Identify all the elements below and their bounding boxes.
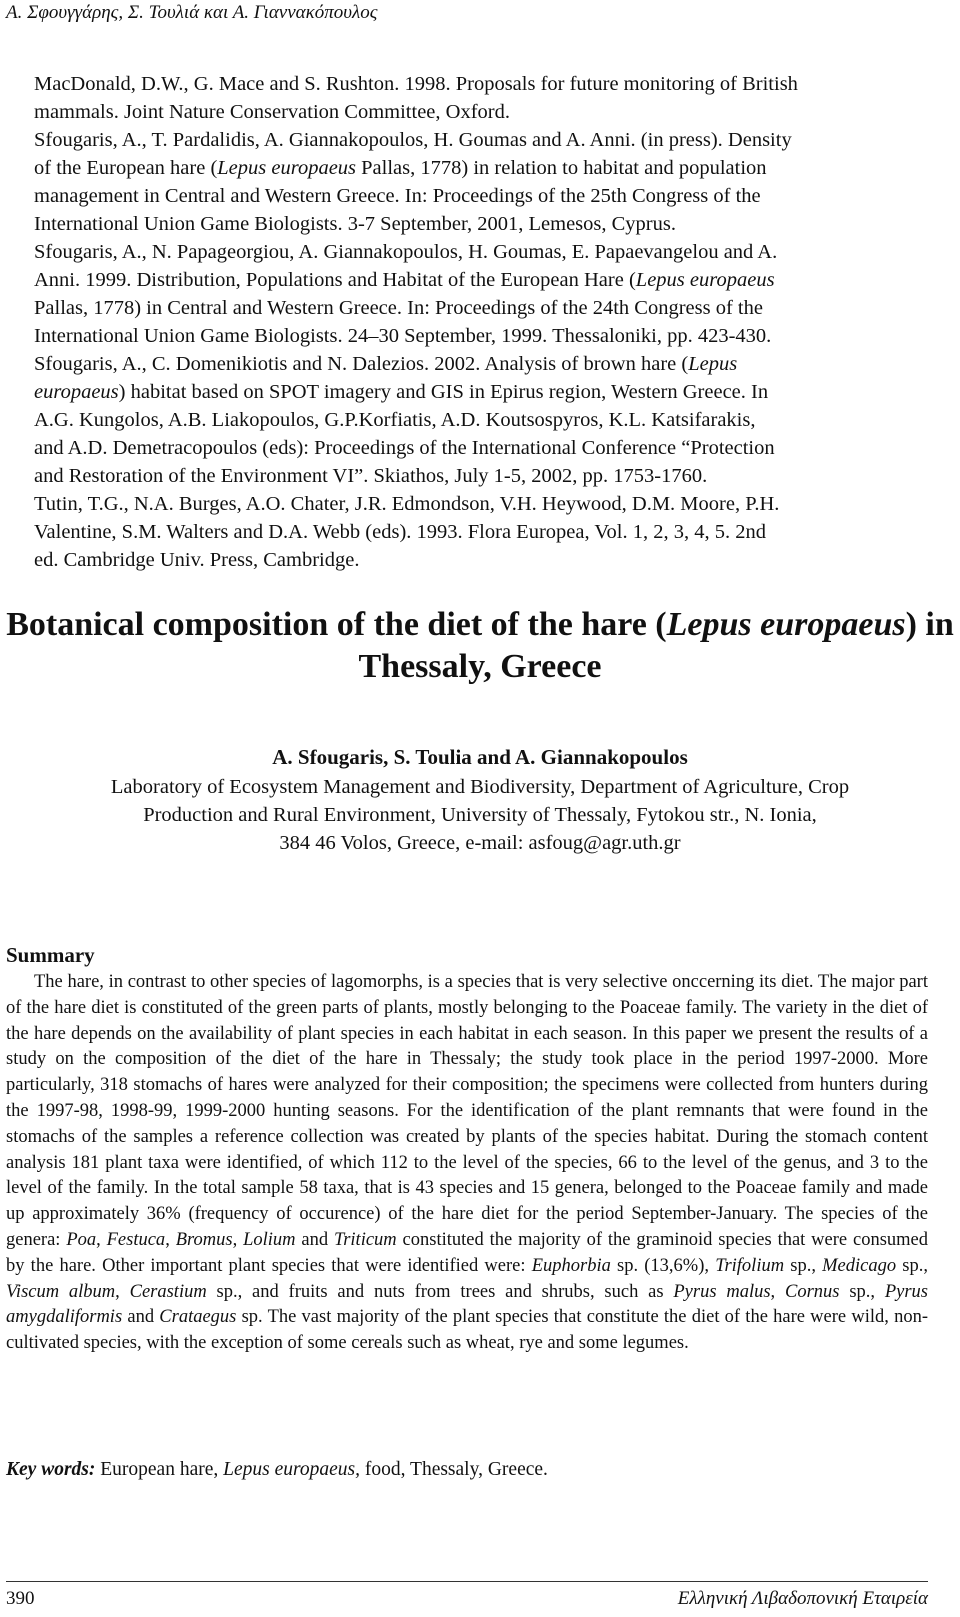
keywords-label: Key words: [6,1459,96,1480]
reference-item [34,350,934,490]
reference-text: of the European hare ( [34,157,218,179]
summary-text: and [295,1229,334,1250]
reference-item [34,490,934,574]
affiliation-line: 384 46 Volos, Greece, e-mail: asfoug@agr.uth.gr [279,832,681,854]
reference-line: Valentine, S.M. Walters and D.A. Webb (eds). 1993. Flora Europea, Vol. 1, 2, 3, 4, 5. 2nd [34,521,766,543]
reference-line: Pallas, 1778) in Central and Western Greece. In: Proceedings of the 24th Congress of the [34,297,763,319]
page-number: 390 [6,1588,35,1609]
reference-item [34,238,934,350]
taxon: Festuca [106,1229,166,1250]
taxon: Pyrus malus [673,1281,771,1302]
affiliation-line: Laboratory of Ecosystem Management and Biodiversity, Department of Agriculture, Crop [110,776,850,798]
summary-text: sp., and fruits and nuts from trees and shrubs, such as [206,1281,674,1302]
summary-text: constituted the majority of the graminoid species that were consumed by the hare. Other important plant species that were identified were: [6,1229,929,1276]
authors: A. Sfougaris, S. Toulia and A. Giannakopoulos [272,745,688,769]
reference-line: and Restoration of the Environment VI”. Skiathos, July 1-5, 2002, pp. 1753-1760. [34,465,708,487]
summary-text: sp., [896,1255,929,1276]
summary-text: sp., [839,1281,885,1302]
reference-line: A.G. Kungolos, A.B. Liakopoulos, G.P.Korfiatis, A.D. Koutsospyros, K.L. Katsifarakis, [34,409,756,431]
taxon: Viscum album [6,1281,116,1302]
reference-line: management in Central and Western Greece. In: Proceedings of the 25th Congress of the [34,185,761,207]
species-name: Lepus europaeus [217,157,357,179]
references-list [34,70,934,574]
paper-title [0,604,960,688]
species-name: europaeus [34,381,119,403]
reference-line: Tutin, T.G., N.A. Burges, A.O. Chater, J.R. Edmondson, V.H. Heywood, D.M. Moore, P.H. [34,493,780,515]
reference-item [34,126,934,238]
summary-text: sp. (13,6%), [610,1255,716,1276]
reference-line [34,266,934,294]
summary-heading: Summary [6,943,95,967]
reference-line: Sfougaris, A., T. Pardalidis, A. Giannakopoulos, H. Goumas and A. Anni. (in press). Density [34,129,792,151]
reference-text: Sfougaris, A., C. Domenikiotis and N. Dalezios. 2002. Analysis of brown hare ( [34,353,689,375]
summary-text: The hare, in contrast to other species of lagomorphs, is a species that is very selective onccerning its diet. The major part of the hare diet is constituted of the green parts of plants, mostly belonging to the Poaceae family. The variety in the diet of the hare depends on the availability of plant species in each habitat in each season. In this paper we present the results of a study on the composition of the diet of the hare in Thessaly; the study took place in the period 1997-2000. More particularly, 318 stomachs of hares were analyzed for their composition; the specimens were collected from hunters during the 1997-98, 1998-99, 1999-2000 hunting seasons. For the identification of the plant remnants that were found in the stomachs of the samples a reference collection was created by plants of the species habitat. During the stomach content analysis 181 plant taxa were identified, of which 112 to the level of the species, 66 to the level of the genus, and 3 to the level of the family. In the total sample 58 taxa, that is 43 species and 15 genera, belonged to the Poaceae family and made up approximately 36% (frequency of occurence) of the hare diet for the period September-January. The species of the genera: [6,972,928,1250]
title-species: Lepus europaeus [666,606,906,643]
taxon: Medicago [822,1255,897,1276]
keywords [6,1459,926,1481]
taxon: Lolium [243,1229,296,1250]
summary-text: and [122,1307,160,1328]
summary-text: sp. The vast majority of the plant species that constitute the diet of the hare were wild, non-cultivated species, with the exception of some cereals such as wheat, rye and some legumes. [6,1307,928,1354]
reference-line: International Union Game Biologists. 3-7 September, 2001, Lemesos, Cyprus. [34,213,676,235]
publisher-name: Ελληνική Λιβαδοπονική Εταιρεία [677,1588,928,1609]
taxon: Cerastium [129,1281,207,1302]
taxon: Crataegus [159,1307,237,1328]
reference-line [34,350,934,378]
reference-line: International Union Game Biologists. 24–30 September, 1999. Thessaloniki, pp. 423-430. [34,325,772,347]
summary-paragraph: The hare, in contrast to other species of lagomorphs, is a species that is very selective onccerning its diet. The major part of the hare diet is constituted of the green parts of plants, mostly belonging to the Poaceae family. The variety in the diet of the hare depends on the availability of plant species in each habitat in each season. In this paper we present the results of a study on the composition of the diet of the hare in Thessaly; the study took place in the period 1997-2000. More particularly, 318 stomachs of hares were analyzed for their composition; the specimens were collected from hunters during the 1997-98, 1998-99, 1999-2000 hunting seasons. For the identification of the plant remnants that were found in the stomachs of the samples a reference collection was created by plants of the species habitat. During the stomach content analysis 181 plant taxa were identified, of which 112 to the level of the species, 66 to the level of the genus, and 3 to the level of the family. In the total sample 58 taxa, that is 43 species and 15 genera, belonged to the Poaceae family and made up approximately 36% (frequency of occurence) of the hare diet for the period September-January. The species of the genera: Poa, Festuca, Bromus, Lolium and Triticum constituted the majority of the graminoid species that were consumed by the hare. Other important plant species that were identified were: Euphorbia sp. (13,6%), Trifolium sp., Medicago sp., Viscum album, Cerastium sp., and fruits and nuts from trees and shrubs, such as Pyrus malus, Cornus sp., Pyrus amygdaliformis and Crataegus sp. The vast majority of the plant species that constitute the diet of the hare were wild, non-cultivated species, with the exception of some cereals such as wheat, rye and some legumes. [6,972,929,1354]
reference-text: Pallas, 1778) in relation to habitat and population [356,157,767,179]
taxon: Poa [66,1229,97,1250]
taxon: Trifolium [715,1255,785,1276]
running-head: Α. Σφουγγάρης, Σ. Τουλιά και Α. Γιαννακόπουλος [6,2,378,23]
reference-item [34,70,934,126]
taxon: Cornus [785,1281,840,1302]
keywords-text: food, Thessaly, Greece. [360,1459,548,1480]
keywords-text: European hare, [95,1459,224,1480]
title-text: ) in Thessaly, Greece [358,606,954,685]
reference-line [34,378,934,406]
reference-line: mammals. Joint Nature Conservation Committee, Oxford. [34,101,510,123]
affiliation-line: Production and Rural Environment, University of Thessaly, Fytokou str., N. Ionia, [143,804,817,826]
footer-rule [6,1581,928,1582]
reference-line: MacDonald, D.W., G. Mace and S. Rushton. 1998. Proposals for future monitoring of British [34,73,798,95]
keywords-species: Lepus europaeus, [223,1459,361,1480]
title-text: Botanical composition of the diet of the hare ( [6,606,667,643]
species-name: Lepus [688,353,738,375]
reference-line: ed. Cambridge Univ. Press, Cambridge. [34,549,360,571]
taxon: Pyrus amygdaliformis [6,1281,929,1328]
taxon: Euphorbia [531,1255,611,1276]
reference-text: Anni. 1999. Distribution, Populations and Habitat of the European Hare ( [34,269,636,291]
affiliation [0,773,960,857]
reference-line [34,154,934,182]
species-name: Lepus europaeus [635,269,775,291]
taxon: Bromus [175,1229,233,1250]
reference-line: and A.D. Demetracopoulos (eds): Proceedings of the International Conference “Protection [34,437,775,459]
reference-line: Sfougaris, A., N. Papageorgiou, A. Giannakopoulos, H. Goumas, E. Papaevangelou and A. [34,241,778,263]
summary-text: sp., [784,1255,823,1276]
reference-text: ) habitat based on SPOT imagery and GIS in Epirus region, Western Greece. In [118,381,769,403]
taxon: Triticum [333,1229,397,1250]
